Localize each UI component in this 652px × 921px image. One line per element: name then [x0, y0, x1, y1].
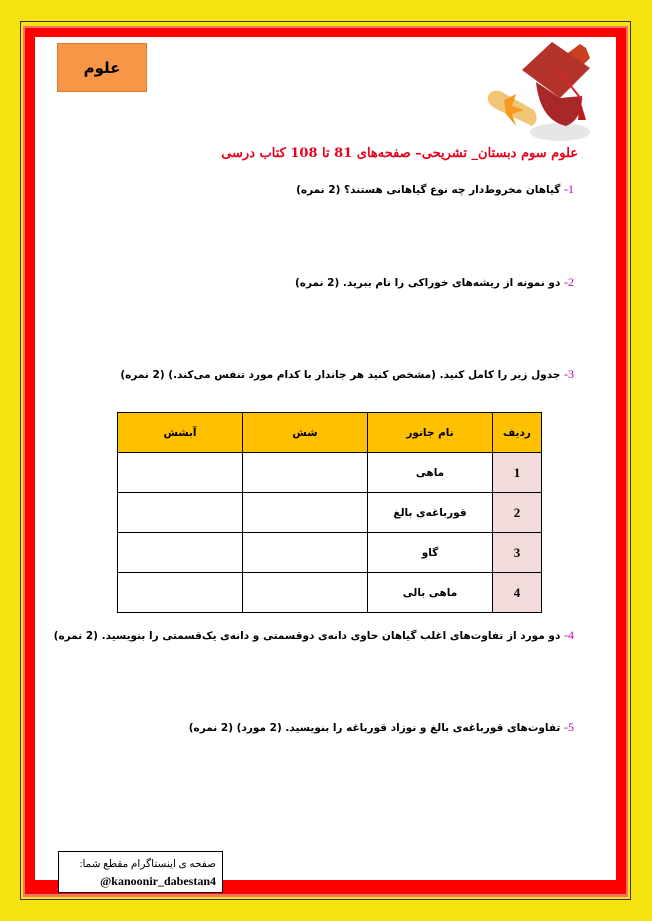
- lung-cell[interactable]: [243, 453, 368, 493]
- animal-name: گاو: [368, 533, 493, 573]
- question-number: 2-: [564, 275, 574, 289]
- lung-cell[interactable]: [243, 533, 368, 573]
- animal-name: ماهی بالی: [368, 573, 493, 613]
- table-row: [118, 493, 542, 533]
- lung-cell[interactable]: [243, 573, 368, 613]
- row-number: 1: [493, 453, 542, 493]
- row-number: 3: [493, 533, 542, 573]
- question-number: 1-: [564, 182, 574, 196]
- subject-badge: [57, 43, 147, 92]
- instagram-box: [58, 851, 223, 893]
- header-gill: آبشش: [118, 413, 243, 453]
- question-2: [295, 275, 574, 290]
- question-text: تفاوت‌های قورباغه‌ی بالغ و نوزاد قورباغه را بنویسید. (2 مورد) (2 نمره): [188, 722, 561, 734]
- respiration-table: [117, 412, 542, 613]
- question-text: جدول زیر را کامل کنید. (مشخص کنید هر جاندار با کدام مورد تنفس می‌کند.) (2 نمره): [120, 369, 561, 381]
- gill-cell[interactable]: [118, 453, 243, 493]
- gill-cell[interactable]: [118, 573, 243, 613]
- question-4: [54, 628, 574, 643]
- question-number: 3-: [564, 367, 574, 381]
- lung-cell[interactable]: [243, 493, 368, 533]
- table-row: [118, 453, 542, 493]
- table-row: [118, 533, 542, 573]
- cap-shadow: [530, 123, 590, 141]
- instagram-handle[interactable]: @kanoonir_dabestan4: [100, 874, 216, 888]
- worksheet-heading: علوم سوم دبستان_ تشریحی– صفحه‌های 81 تا 108 کتاب درسی: [221, 146, 578, 161]
- row-number: 2: [493, 493, 542, 533]
- diploma-ribbon: [504, 94, 524, 126]
- subject-label: علوم: [83, 58, 121, 77]
- question-text: دو مورد از تفاوت‌های اغلب گیاهان حاوی دانه‌ی دوقسمتی و دانه‌ی یک‌قسمتی را بنویسید. (2 نمره): [53, 630, 561, 642]
- row-number: 4: [493, 573, 542, 613]
- graduation-cap-icon: [482, 40, 594, 150]
- table-header-row: [118, 413, 542, 453]
- question-3: [120, 367, 574, 382]
- table-row: [118, 573, 542, 613]
- animal-name: قورباغه‌ی بالغ: [368, 493, 493, 533]
- question-text: گیاهان مخروط‌دار چه نوع گیاهانی هستند؟ (2 نمره): [296, 184, 561, 196]
- gill-cell[interactable]: [118, 493, 243, 533]
- question-number: 4-: [564, 628, 574, 642]
- header-lung: شش: [243, 413, 368, 453]
- instagram-label: صفحه ی اینستاگرام مقطع شما:: [79, 859, 216, 870]
- header-animal-name: نام جانور: [368, 413, 493, 453]
- animal-name: ماهی: [368, 453, 493, 493]
- header-row-number: ردیف: [493, 413, 542, 453]
- question-5: [189, 720, 574, 735]
- question-text: دو نمونه از ریشه‌های خوراکی را نام ببرید. (2 نمره): [294, 277, 561, 289]
- question-number: 5-: [564, 720, 574, 734]
- gill-cell[interactable]: [118, 533, 243, 573]
- question-1: [296, 182, 574, 197]
